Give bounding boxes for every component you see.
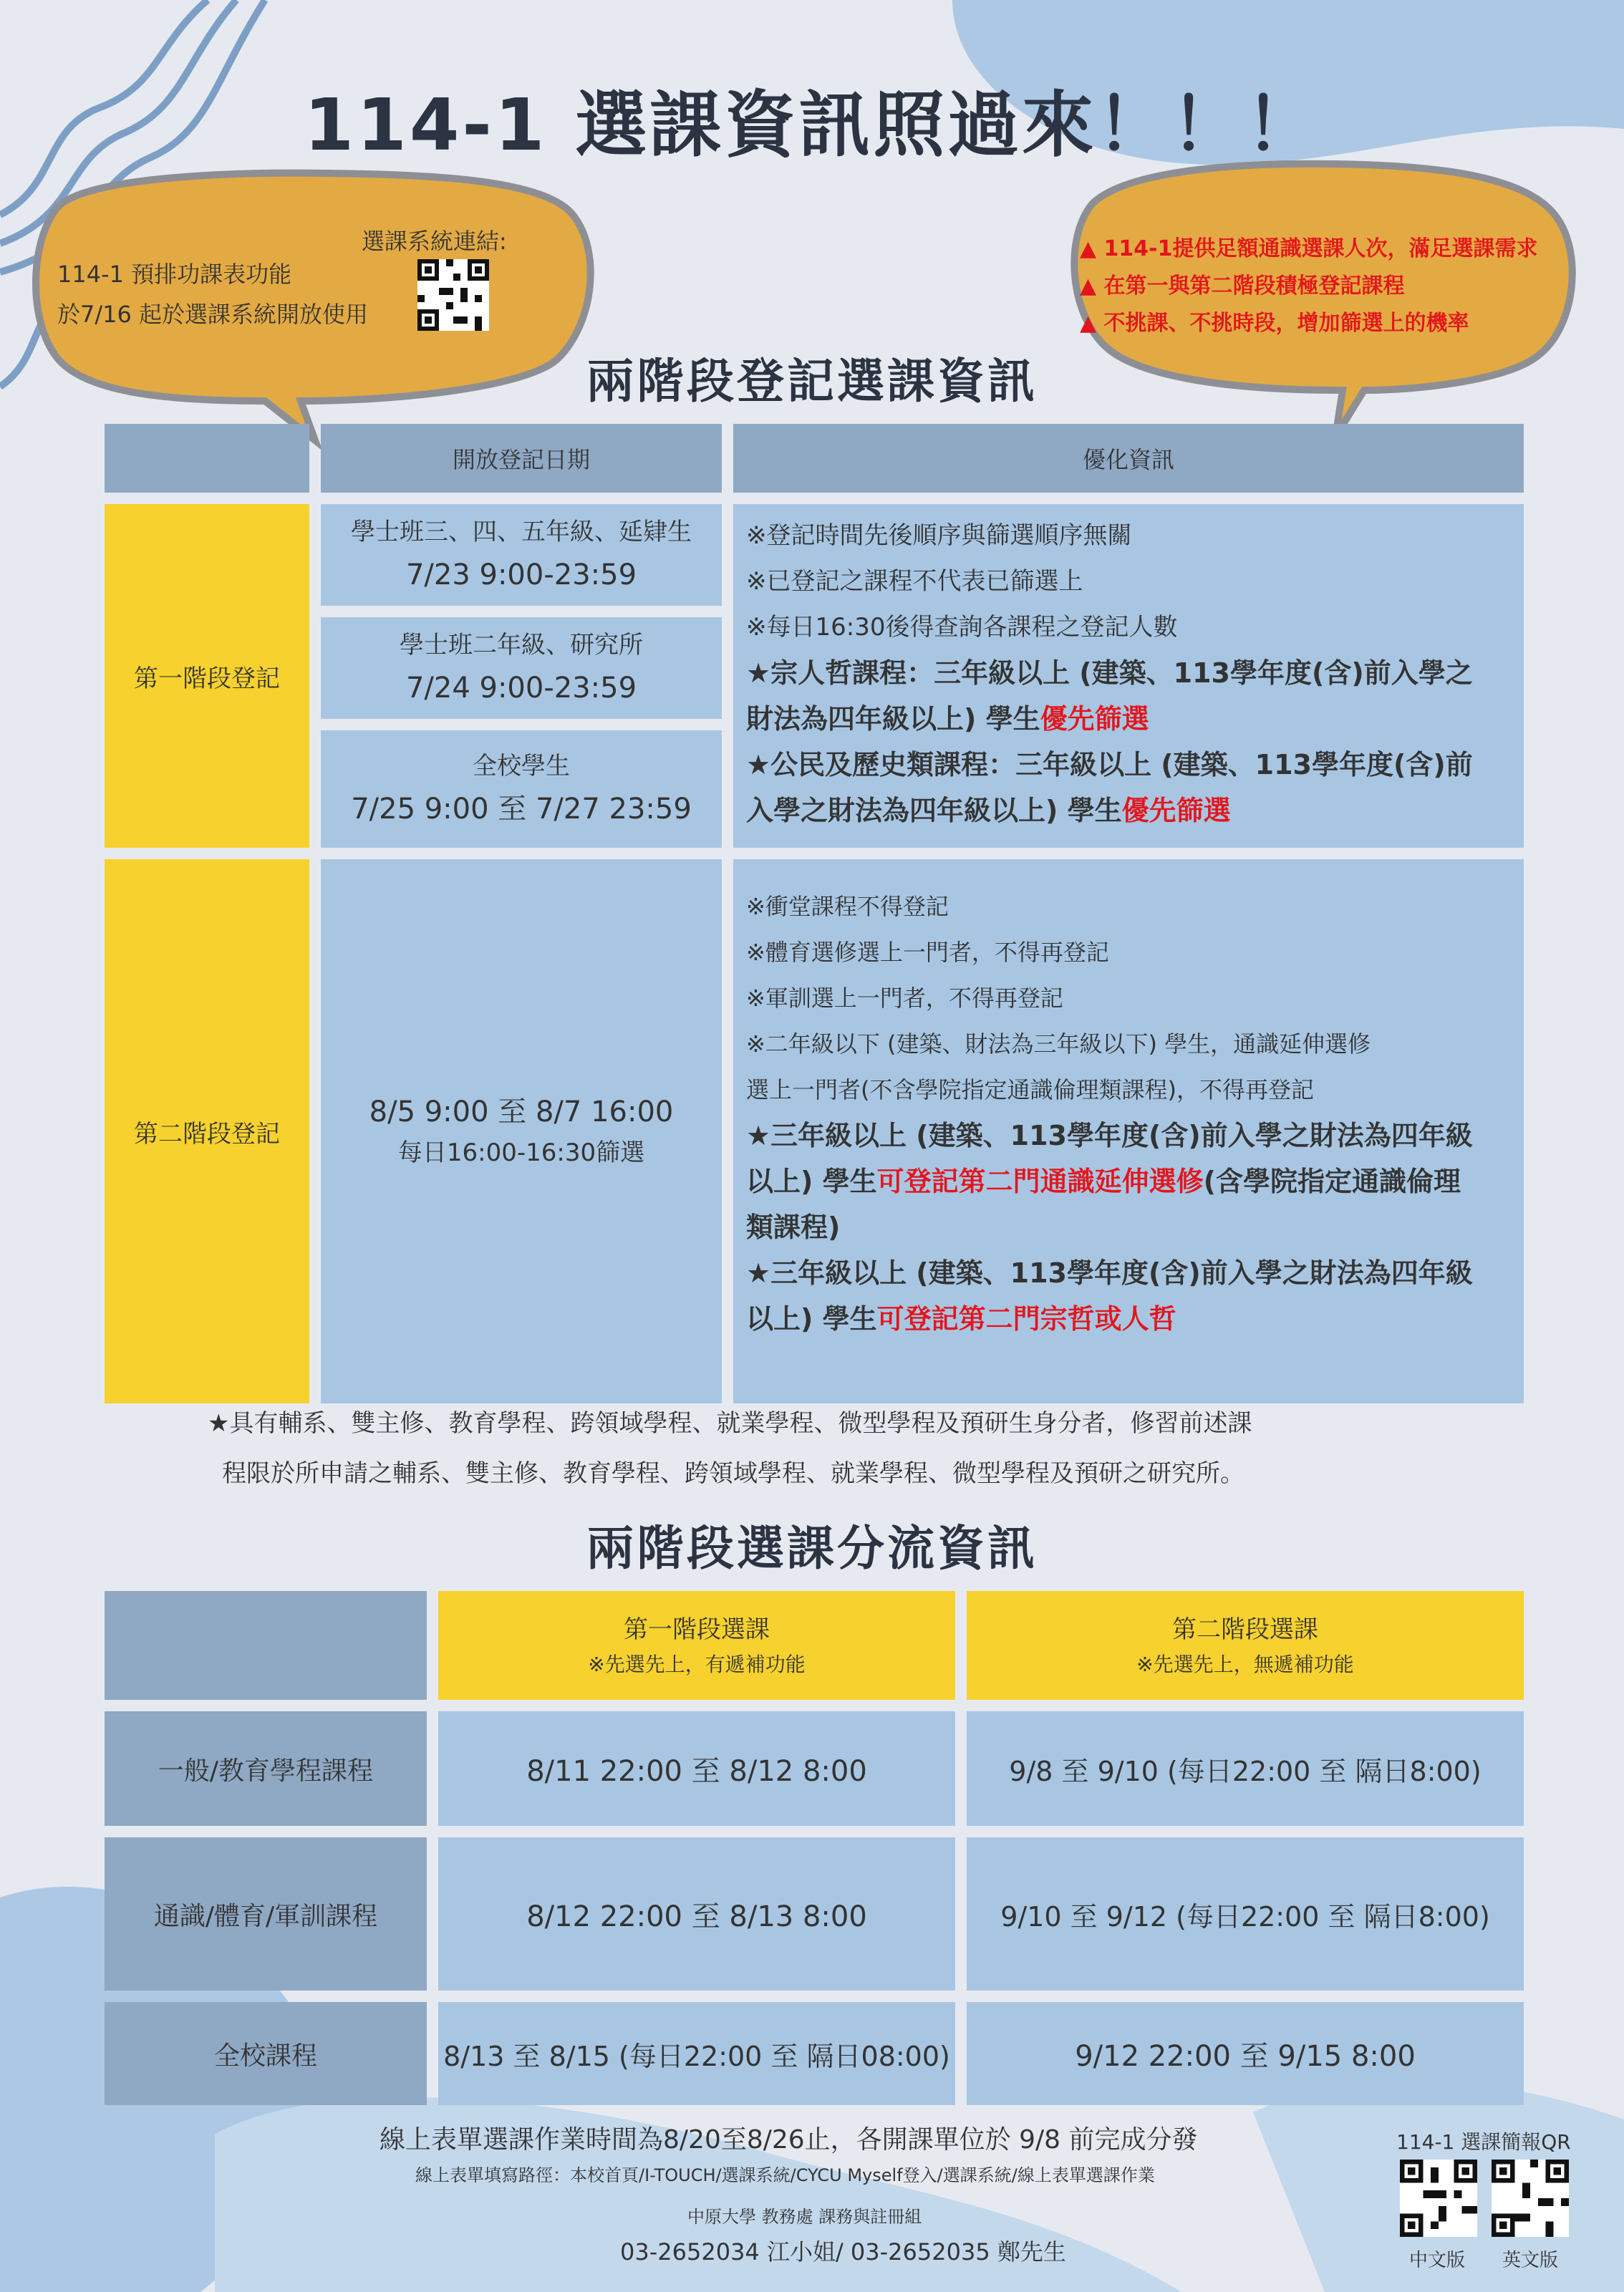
stage1-star1-line2 [746, 696, 1511, 742]
registration-table [93, 412, 1535, 1415]
stage1-slot-2-who: 學士班二年級、研究所 [400, 631, 643, 659]
qr-code-english[interactable] [1492, 2160, 1569, 2237]
stage1-star1-priority: 優先篩選 [1040, 703, 1149, 735]
stage2-star2-text: 以上) 學生 [746, 1303, 877, 1335]
stage2-star1-text: 以上) 學生 [746, 1166, 877, 1197]
stage1-enroll-sub: ※先選先上，有遞補功能 [588, 1653, 806, 1676]
stage2-note-1: ※衝堂課程不得登記 [746, 893, 949, 920]
right-bubble-item-1: ▲ 114-1提供足額通識選課人次，滿足選課需求 [1080, 236, 1538, 261]
course-system-qr-code[interactable] [417, 259, 489, 331]
stage1-star2-text: 入學之財法為四年級以上) 學生 [746, 795, 1122, 826]
stage2-note-2: ※體育選修選上一門者，不得再登記 [746, 939, 1109, 966]
stage2-dates [321, 859, 722, 1403]
stage1-slot-3-when: 7/25 9:00 至 7/27 23:59 [351, 793, 692, 826]
stage1-slot-2-when: 7/24 9:00-23:59 [405, 672, 637, 705]
row-all-stage2: 9/12 22:00 至 9/15 8:00 [967, 2002, 1524, 2105]
stage2-note-3: ※軍訓選上一門者，不得再登記 [746, 985, 1063, 1012]
stage2-star1-line2 [746, 1159, 1511, 1204]
stage1-slot-1 [321, 504, 722, 606]
stage1-enroll-title: 第一階段選課 [624, 1615, 770, 1644]
stage2-label: 第二階段登記 [105, 859, 309, 1403]
header-empty-cell-2 [105, 1591, 427, 1700]
stage1-note-1: ※登記時間先後順序與篩選順序無關 [746, 521, 1132, 550]
row-general-stage2: 9/8 至 9/10 (每日22:00 至 隔日8:00) [967, 1711, 1524, 1826]
header-stage2-enroll [967, 1591, 1524, 1700]
stage1-star2-line2 [746, 788, 1511, 833]
stage1-star2-line1: ★公民及歷史類課程：三年級以上 (建築、113學年度(含)前 [746, 749, 1473, 780]
row-general-ed-stage2: 9/10 至 9/12 (每日22:00 至 隔日8:00) [967, 1837, 1524, 1991]
row-general-label: 一般/教育學程課程 [105, 1711, 427, 1826]
row-general-ed-stage1: 8/12 22:00 至 8/13 8:00 [438, 1837, 955, 1991]
page-title: 114-1 選課資訊照過來！！！ [304, 83, 1320, 167]
header-open-date: 開放登記日期 [321, 424, 722, 493]
row-general-ed-label: 通識/體育/軍訓課程 [105, 1837, 427, 1991]
right-bubble-item-3: ▲ 不挑課、不挑時段，增加篩選上的機率 [1080, 311, 1469, 336]
left-bubble-line2: 於7/16 起於選課系統開放使用 [57, 301, 369, 328]
enrollment-table [93, 1580, 1535, 2117]
section1-title: 兩階段登記選課資訊 [586, 354, 1038, 409]
stage2-note-5: 選上一門者(不含學院指定通識倫理類課程)，不得再登記 [746, 1076, 1314, 1103]
stage2-star1-text-2: (含學院指定通識倫理 [1203, 1166, 1461, 1197]
footnote-line2: 程限於所申請之輔系、雙主修、教育學程、跨領域學程、就業學程、微型學程及預研之研究所。 [222, 1459, 1244, 1488]
stage2-info [733, 859, 1524, 1403]
footer-contact: 03-2652034 江小姐/ 03-2652035 鄭先生 [620, 2238, 1066, 2266]
qr-code-chinese[interactable] [1400, 2160, 1477, 2237]
left-bubble-link-label: 選課系統連結: [362, 228, 507, 255]
stage2-when-sub: 每日16:00-16:30篩選 [397, 1138, 645, 1167]
stage1-info [733, 504, 1524, 848]
stage2-star2-highlight: 可登記第二門宗哲或人哲 [876, 1303, 1176, 1335]
stage2-star1-line3: 類課程) [746, 1212, 841, 1243]
header-stage1-enroll [438, 1591, 955, 1700]
left-bubble-line1: 114-1 預排功課表功能 [57, 261, 292, 288]
row-all-stage1: 8/13 至 8/15 (每日22:00 至 隔日08:00) [438, 2002, 955, 2105]
stage2-when: 8/5 9:00 至 8/7 16:00 [369, 1096, 674, 1128]
right-bubble-item-2: ▲ 在第一與第二階段積極登記課程 [1080, 274, 1405, 299]
row-general-stage1: 8/11 22:00 至 8/12 8:00 [438, 1711, 955, 1826]
stage1-slot-1-who: 學士班三、四、五年級、延肄生 [351, 518, 692, 546]
footer-org: 中原大學 教務處 課務與註冊組 [687, 2207, 922, 2227]
stage2-note-4: ※二年級以下 (建築、財法為三年級以下) 學生，通識延伸選修 [746, 1030, 1371, 1058]
qr-section-title: 114-1 選課簡報QR [1396, 2130, 1571, 2154]
header-empty-cell [105, 424, 309, 493]
stage1-label: 第一階段登記 [105, 504, 309, 848]
stage1-star1-text: 財法為四年級以上) 學生 [746, 703, 1040, 735]
qr-label-chinese: 中文版 [1409, 2250, 1466, 2271]
stage1-slot-3 [321, 730, 722, 848]
footer-line2: 線上表單填寫路徑：本校首頁/I-TOUCH/選課系統/CYCU Myself登入/選課系統/線上表單選課作業 [415, 2165, 1155, 2185]
section2-title: 兩階段選課分流資訊 [586, 1521, 1038, 1576]
stage2-star2-line1: ★三年級以上 (建築、113學年度(含)前入學之財法為四年級 [746, 1257, 1473, 1289]
stage2-enroll-sub: ※先選先上，無遞補功能 [1136, 1653, 1354, 1676]
stage2-star2-line2 [746, 1296, 1511, 1342]
stage1-star2-priority: 優先篩選 [1121, 795, 1231, 826]
row-all-label: 全校課程 [105, 2002, 427, 2105]
stage1-slot-3-who: 全校學生 [473, 752, 570, 780]
stage2-enroll-title: 第二階段選課 [1172, 1615, 1318, 1644]
qr-label-english: 英文版 [1502, 2250, 1559, 2271]
footnote-line1: ★具有輔系、雙主修、教育學程、跨領域學程、就業學程、微型學程及預研生身分者，修習前述課 [208, 1409, 1252, 1438]
stage2-star1-highlight: 可登記第二門通識延伸選修 [876, 1166, 1204, 1197]
stage1-star1-line1: ★宗人哲課程：三年級以上 (建築、113學年度(含)前入學之 [746, 657, 1473, 689]
stage1-slot-2 [321, 617, 722, 719]
stage1-note-2: ※已登記之課程不代表已篩選上 [746, 567, 1083, 596]
stage2-star1-line1: ★三年級以上 (建築、113學年度(含)前入學之財法為四年級 [746, 1120, 1473, 1151]
header-info: 優化資訊 [733, 424, 1524, 493]
stage1-note-3: ※每日16:30後得查詢各課程之登記人數 [746, 613, 1178, 642]
stage1-slot-1-when: 7/23 9:00-23:59 [405, 559, 637, 591]
footer-line1: 線上表單選課作業時間為8/20至8/26止，各開課單位於 9/8 前完成分發 [380, 2125, 1198, 2155]
